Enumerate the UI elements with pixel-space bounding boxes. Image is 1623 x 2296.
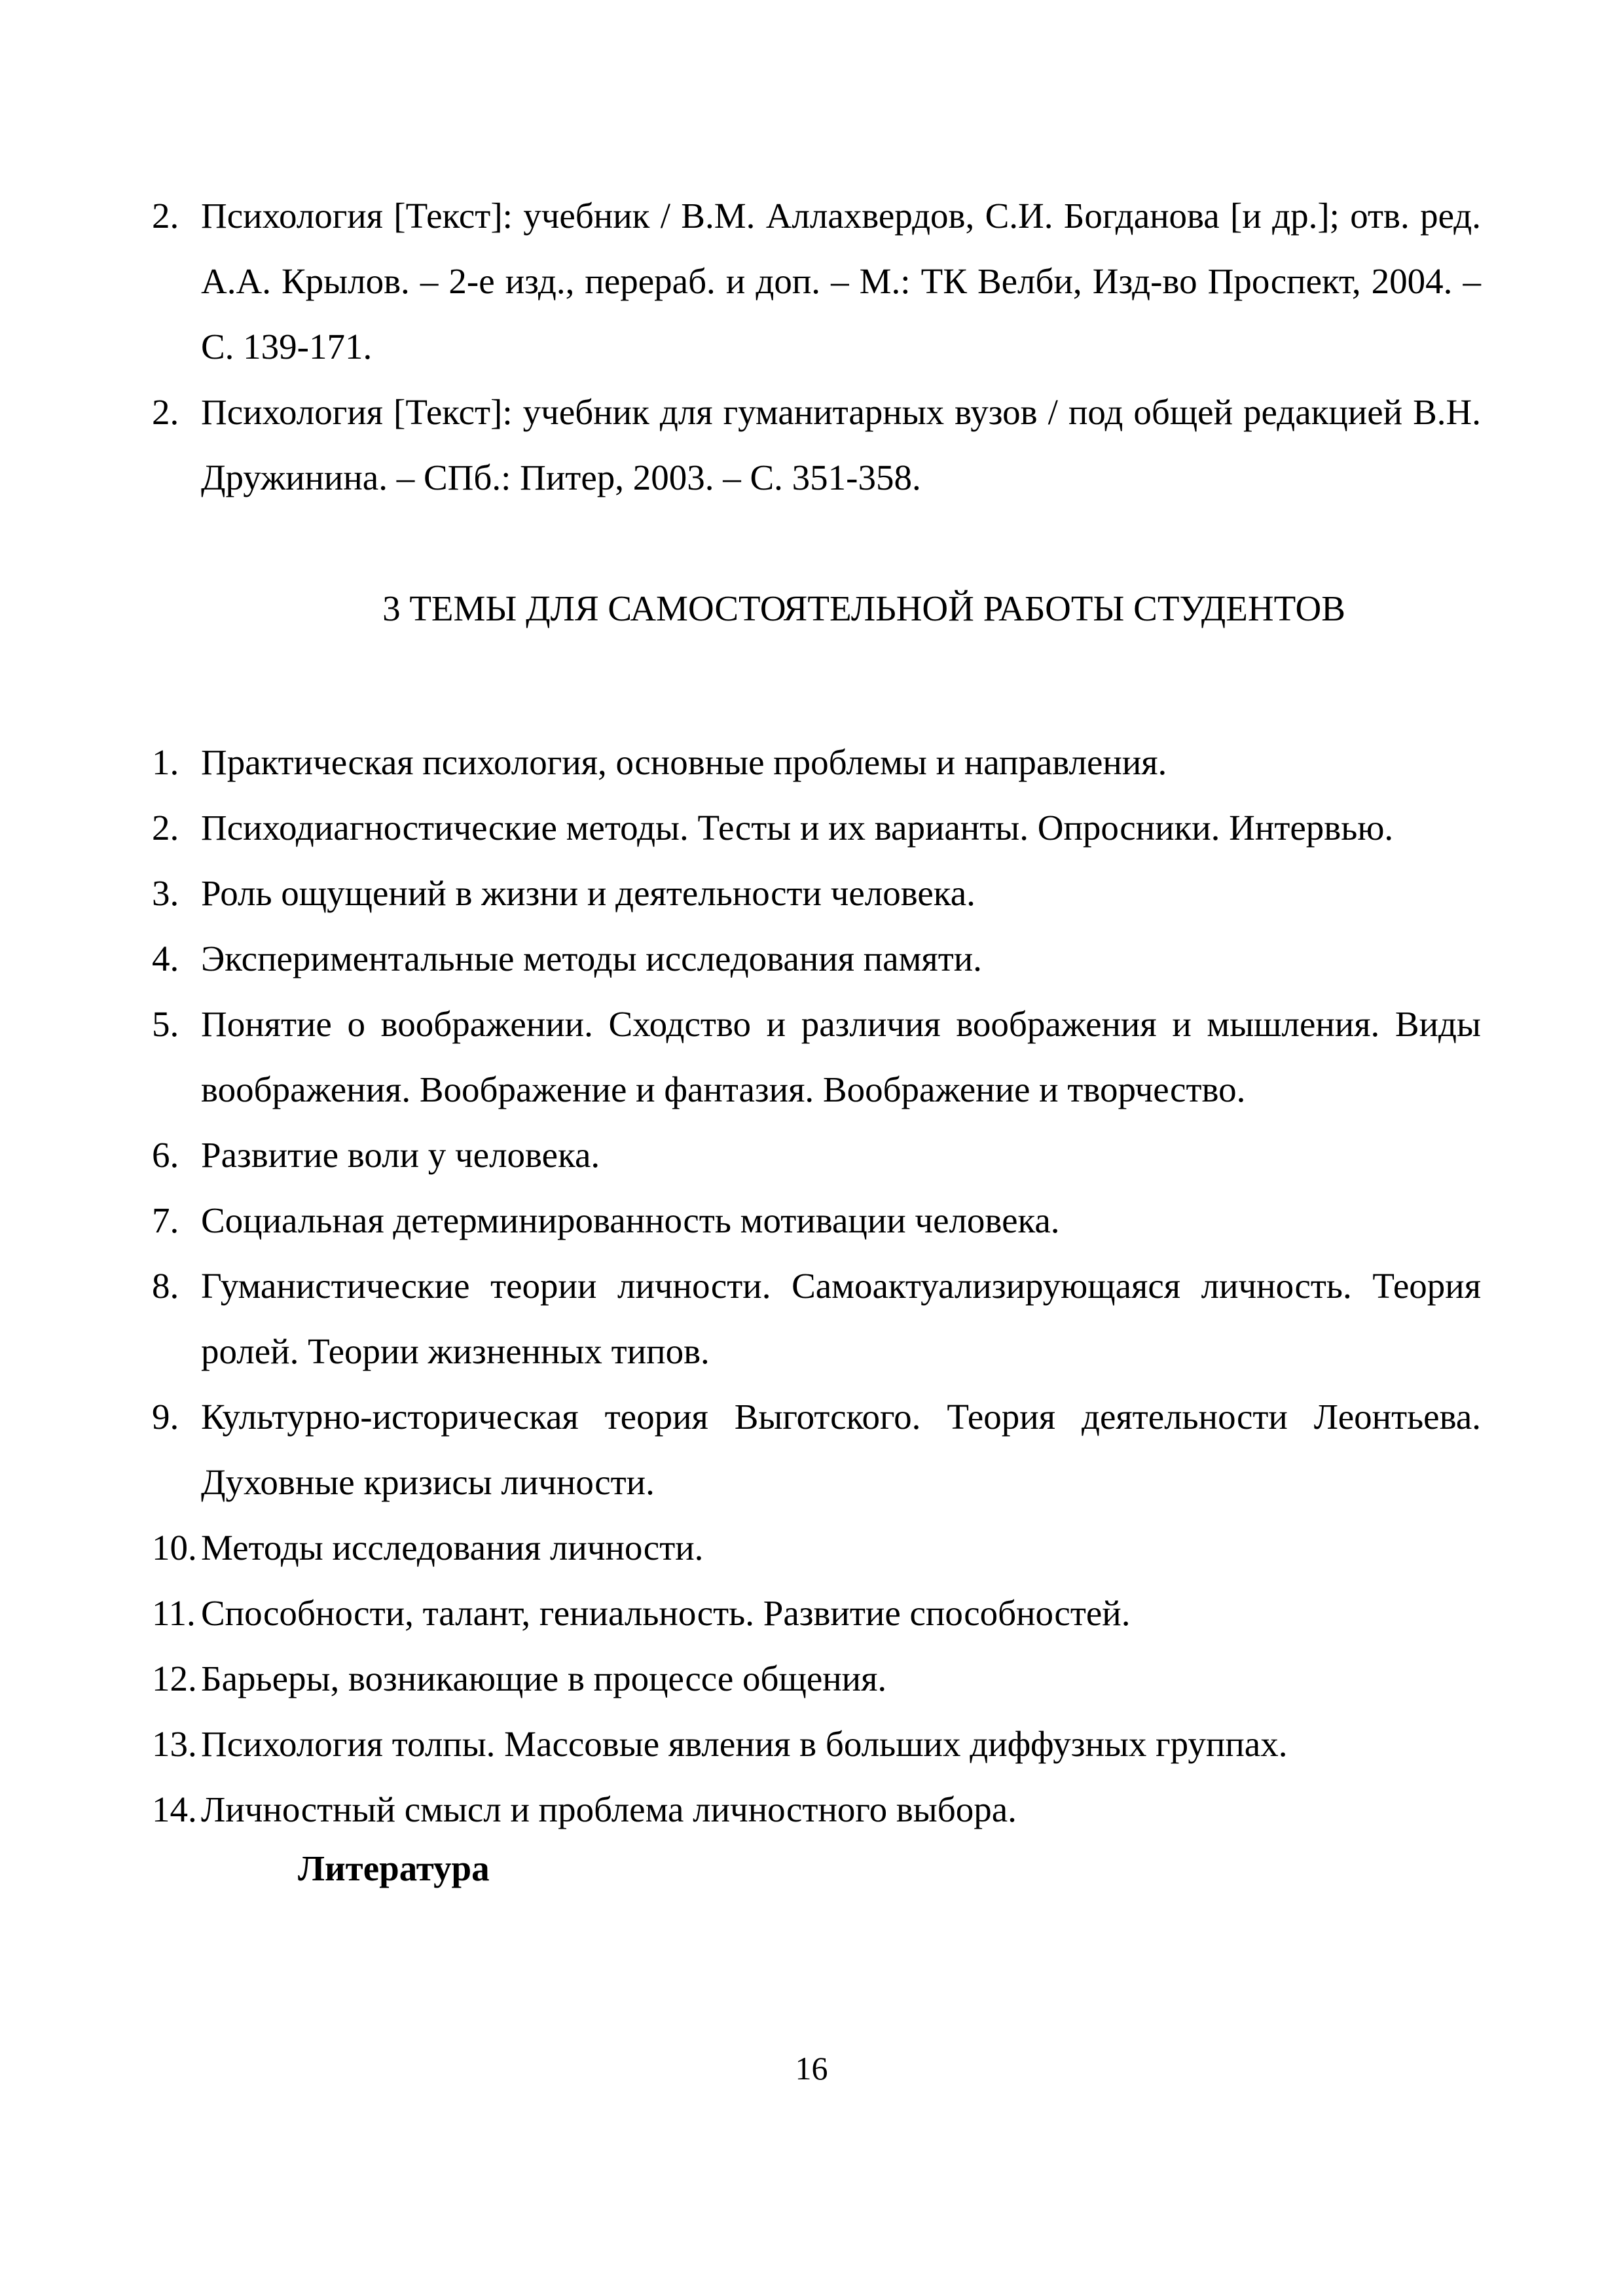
page-number: 16 (795, 2050, 828, 2087)
topic-text: Методы исследования личности. (201, 1528, 704, 1568)
topic-item (152, 992, 1481, 1122)
topic-item (152, 730, 1481, 795)
topic-item (152, 795, 1481, 861)
topic-number: 14. (152, 1789, 197, 1829)
topic-number: 3. (152, 873, 179, 913)
topic-text: Гуманистические теории личности. Самоактуализирующаяся личность. Теория ролей. Теории жизненных типов. (201, 1266, 1481, 1371)
topic-text: Барьеры, возникающие в процессе общения. (201, 1659, 887, 1698)
reference-number: 2. (152, 196, 179, 236)
topic-text: Понятие о воображении. Сходство и различия воображения и мышления. Виды воображения. Воображение и фантазия. Воображение и творчество. (201, 1004, 1481, 1109)
topic-number: 4. (152, 939, 179, 978)
topic-item (152, 1712, 1481, 1777)
topic-item (152, 861, 1481, 926)
topic-item (152, 1646, 1481, 1712)
topic-text: Роль ощущений в жизни и деятельности человека. (201, 873, 976, 913)
topic-number: 9. (152, 1397, 179, 1437)
reference-text: Психология [Текст]: учебник / В.М. Аллахвердов, С.И. Богданова [и др.]; отв. ред. А.А. Крылов. – 2-е изд., перераб. и доп. – М.: ТК Велби, Изд-во Проспект, 2004. – С. 139-171. (201, 196, 1481, 367)
reference-item (152, 183, 1481, 380)
topic-item (152, 1515, 1481, 1581)
references-list (152, 183, 1481, 511)
topic-item (152, 1581, 1481, 1646)
topic-text: Развитие воли у человека. (201, 1135, 600, 1175)
topic-number: 1. (152, 742, 179, 782)
topic-item (152, 1188, 1481, 1253)
literature-heading: Литература (298, 1848, 490, 1888)
topic-number: 8. (152, 1266, 179, 1306)
section-title: 3 ТЕМЫ ДЛЯ САМОСТОЯТЕЛЬНОЙ РАБОТЫ СТУДЕНТОВ (382, 588, 1345, 628)
topic-number: 6. (152, 1135, 179, 1175)
topic-text: Психология толпы. Массовые явления в больших диффузных группах. (201, 1724, 1288, 1764)
topic-text: Психодиагностические методы. Тесты и их варианты. Опросники. Интервью. (201, 808, 1394, 848)
topic-item (152, 1777, 1481, 1842)
topic-item (152, 1253, 1481, 1384)
topic-item (152, 1122, 1481, 1188)
topic-number: 11. (152, 1593, 196, 1633)
topic-text: Экспериментальные методы исследования памяти. (201, 939, 982, 978)
reference-item (152, 380, 1481, 511)
topic-text: Культурно-историческая теория Выготского. Теория деятельности Леонтьева. Духовные кризисы личности. (201, 1397, 1481, 1502)
reference-number: 2. (152, 392, 179, 432)
topic-text: Социальная детерминированность мотивации человека. (201, 1200, 1060, 1240)
topic-number: 7. (152, 1200, 179, 1240)
topic-text: Способности, талант, гениальность. Развитие способностей. (201, 1593, 1131, 1633)
topic-number: 13. (152, 1724, 197, 1764)
topic-item (152, 926, 1481, 992)
topic-text: Практическая психология, основные проблемы и направления. (201, 742, 1167, 782)
reference-text: Психология [Текст]: учебник для гуманитарных вузов / под общей редакцией В.Н. Дружинина. – СПб.: Питер, 2003. – С. 351-358. (201, 392, 1481, 497)
topic-text: Личностный смысл и проблема личностного выбора. (201, 1789, 1017, 1829)
topic-number: 12. (152, 1659, 197, 1698)
topic-number: 5. (152, 1004, 179, 1044)
topic-item (152, 1384, 1481, 1515)
topic-number: 2. (152, 808, 179, 848)
topics-list (152, 730, 1481, 1842)
topic-number: 10. (152, 1528, 197, 1568)
